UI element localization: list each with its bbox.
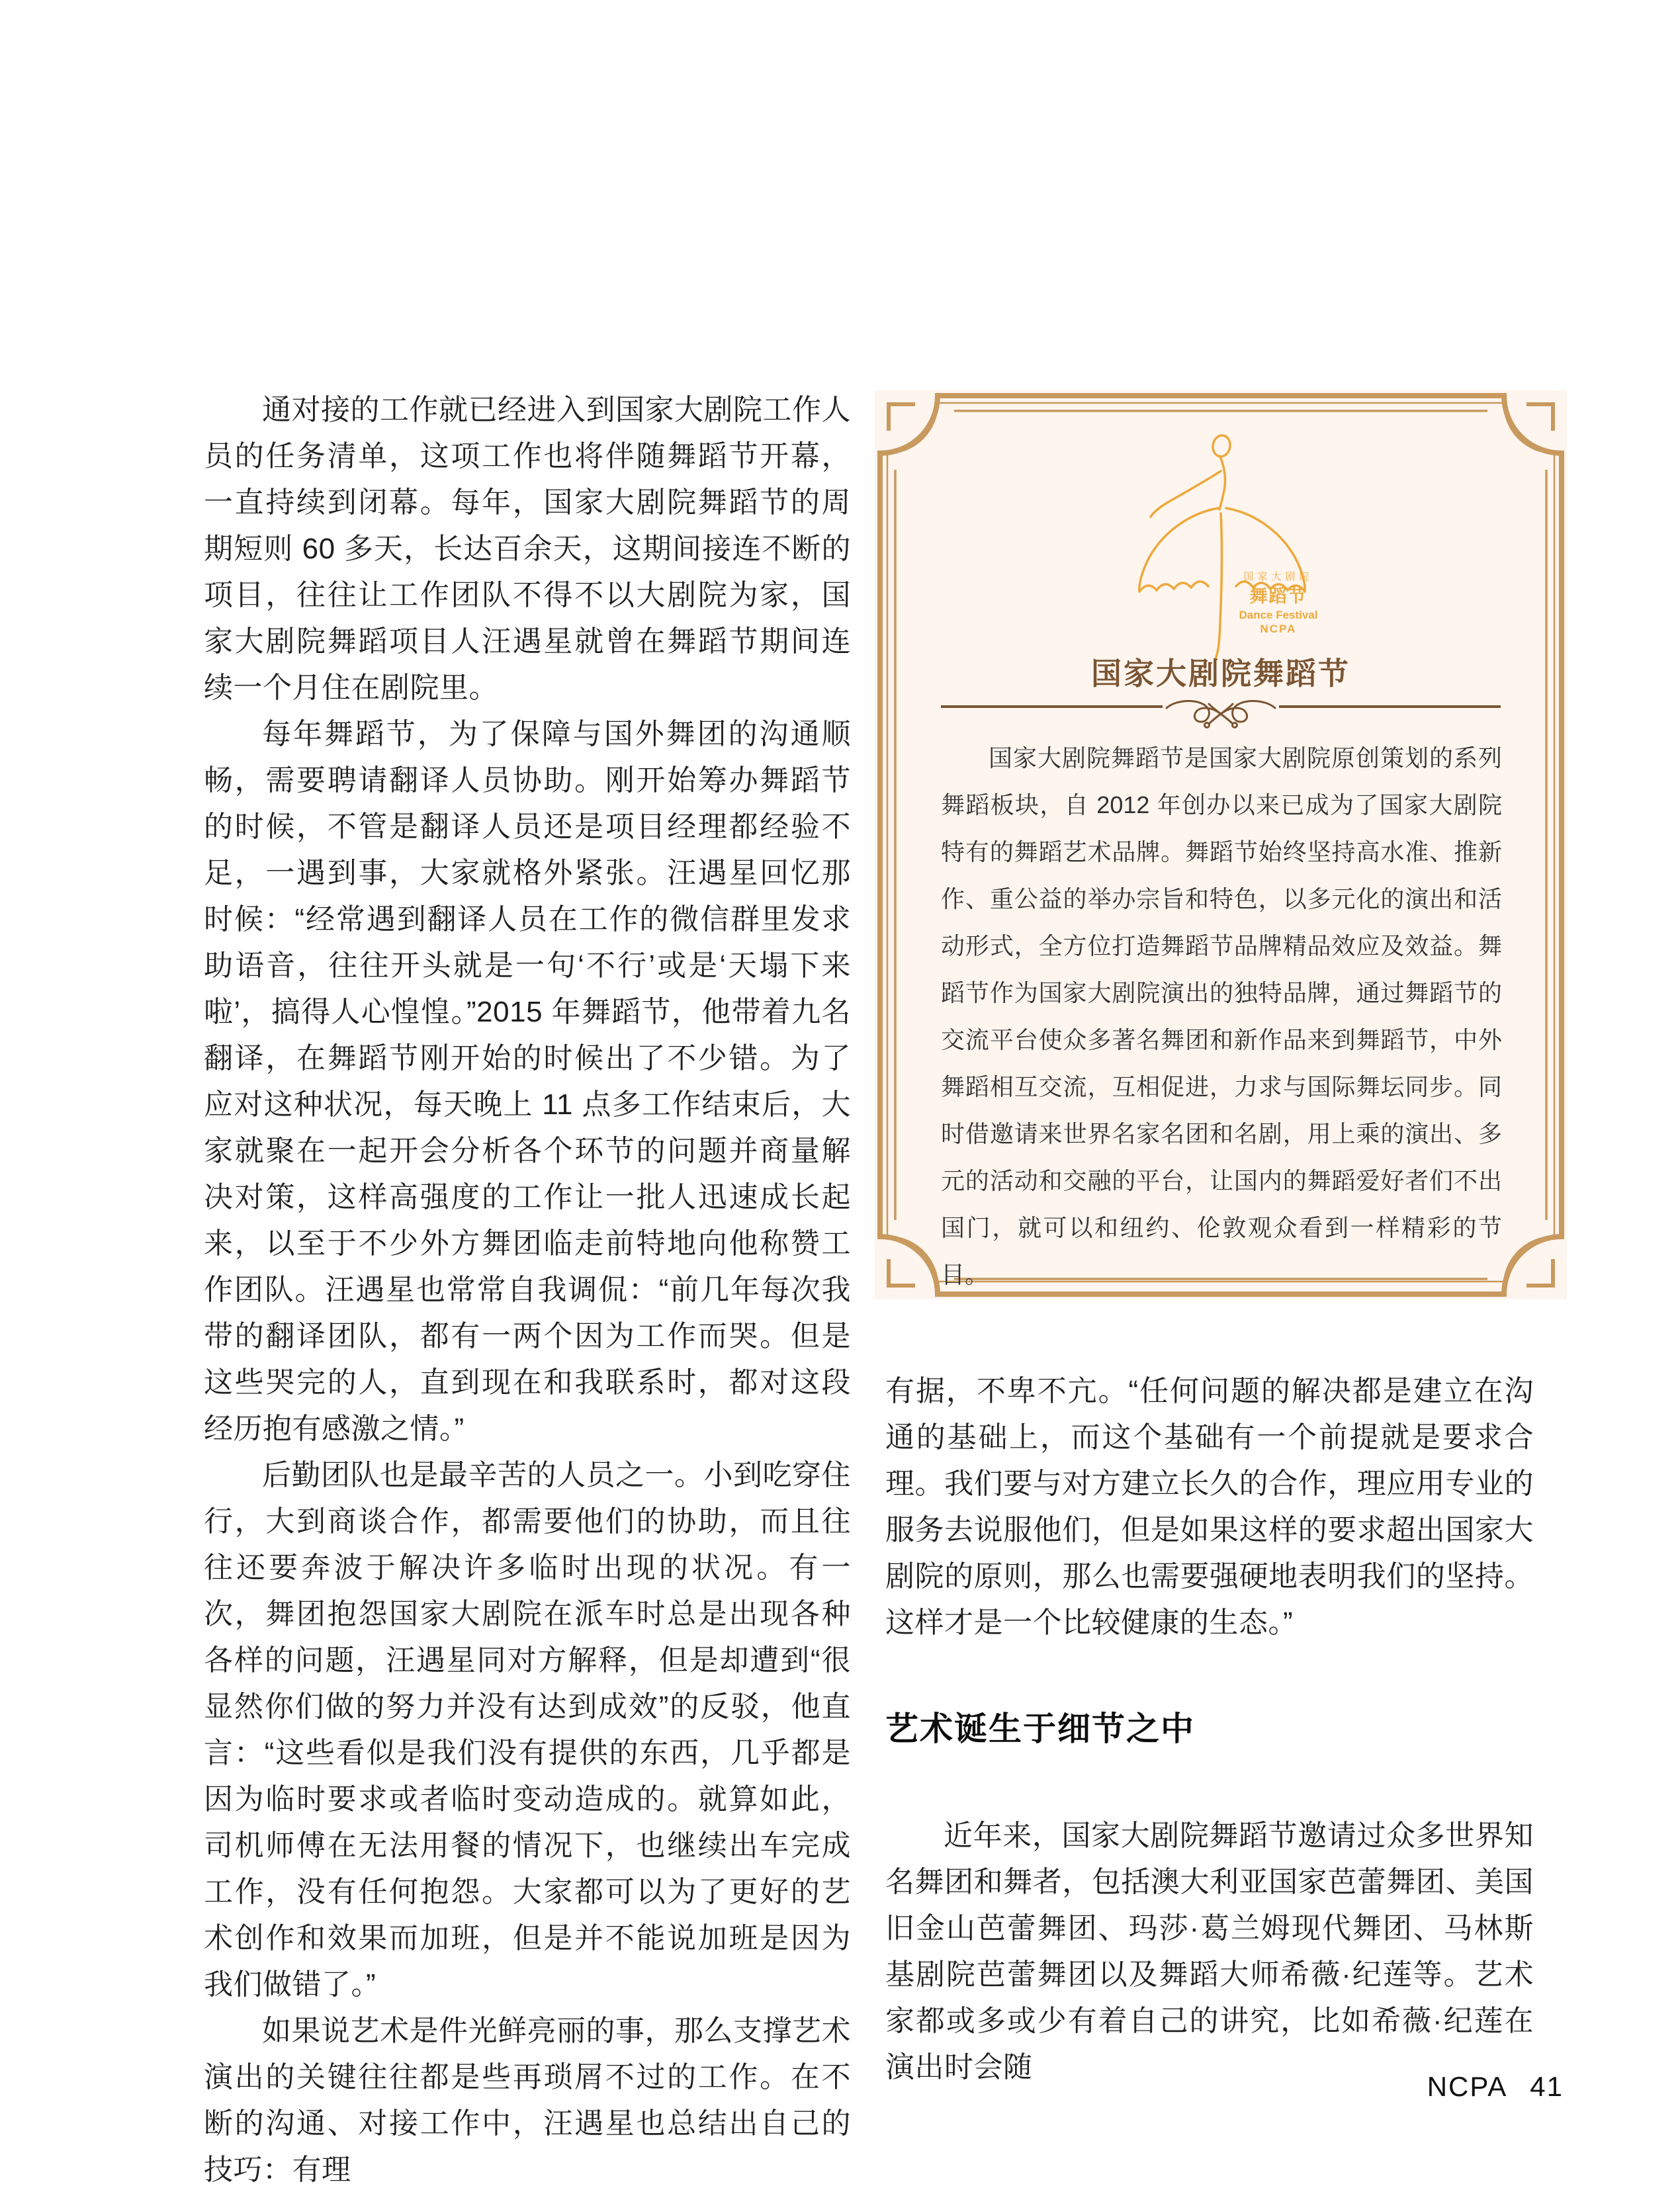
- page-number: 41: [1530, 2071, 1564, 2102]
- festival-logo-wordmark: [1235, 572, 1321, 635]
- logo-name-cn: 舞蹈节: [1249, 586, 1307, 606]
- flourish-divider: [941, 697, 1501, 730]
- paragraph: 每年舞蹈节，为了保障与国外舞团的沟通顺畅，需要聘请翻译人员协助。刚开始筹办舞蹈节的时候，不管是翻译人员还是项目经理都经验不足，一遇到事，大家就格外紧张。汪遇星回忆那时候：“经常遇到翻译人员在工作的微信群里发求助语音，往往开头就是一句‘不行’或是‘天塌下来啦’，搞得人心惶惶。”2015 年舞蹈节，他带着九名翻译，在舞蹈节刚开始的时候出了不少错。为了应对这种状况，每天晚上 11 点多工作结束后，大家就聚在一起开会分析各个环节的问题并商量解决对策，这样高强度的工作让一批人迅速成长起来，以至于不少外方舞团临走前特地向他称赞工作团队。汪遇星也常常自我调侃：“前几年每次我带的翻译团队，都有一两个因为工作而哭。但是这些哭完的人，直到现在和我联系时，都对这段经历抱有感激之情。”: [204, 718, 851, 1445]
- divider-line: [1279, 705, 1501, 708]
- paragraph: 通对接的工作就已经进入到国家大剧院工作人员的任务清单，这项工作也将伴随舞蹈节开幕，一直持续到闭幕。每年，国家大剧院舞蹈节的周期短则 60 多天，长达百余天，这期间接连不断的项目，往往让工作团队不得不以大剧院为家，国家大剧院舞蹈项目人汪遇星就曾在舞蹈节期间连续一个月住在剧院里。: [204, 394, 851, 704]
- page-footer: [1427, 2071, 1564, 2103]
- paragraph: 后勤团队也是最辛苦的人员之一。小到吃穿住行，大到商谈合作，都需要他们的协助，而且往往还要奔波于解决许多临时出现的状况。有一次，舞团抱怨国家大剧院在派车时总是出现各种各样的问题，汪遇星同对方解释，但是却遭到“很显然你们做的努力并没有达到成效”的反驳，他直言：“这些看似是我们没有提供的东西，几乎都是因为临时要求或者临时变动造成的。就算如此，司机师傅在无法用餐的情况下，也继续出车完成工作，没有任何抱怨。大家都可以为了更好的艺术创作和效果而加班，但是并不能说加班是因为我们做错了。”: [204, 1459, 851, 2001]
- card-title: 国家大剧院舞蹈节: [1091, 656, 1350, 691]
- divider-line: [941, 705, 1163, 708]
- paragraph: 有据，不卑不亢。“任何问题的解决都是建立在沟通的基础上，而这个基础有一个前提就是要求合理。我们要与对方建立长久的合作，理应用专业的服务去说服他们，但是如果这样的要求超出国家大剧院的原则，那么也需要强硬地表明我们的坚持。这样才是一个比较健康的生态。”: [885, 1375, 1534, 1639]
- logo-org-cn: 国家大剧院: [1243, 571, 1313, 582]
- journal-name: NCPA: [1427, 2071, 1508, 2102]
- paragraph: 国家大剧院舞蹈节是国家大剧院原创策划的系列舞蹈板块，自 2012 年创办以来已成为了国家大剧院特有的舞蹈艺术品牌。舞蹈节始终坚持高水准、推新作、重公益的举办宗旨和特色，以多元化的演出和活动形式，全方位打造舞蹈节品牌精品效应及效益。舞蹈节作为国家大剧院演出的独特品牌，通过舞蹈节的交流平台使众多著名舞团和新作品来到舞蹈节，中外舞蹈相互交流，互相促进，力求与国际舞坛同步。同时借邀请来世界名家名团和名剧，用上乘的演出、多元的活动和交融的平台，让国内的舞蹈爱好者们不出国门，就可以和纽约、伦敦观众看到一样精彩的节目。: [941, 744, 1502, 1288]
- card-body: [941, 734, 1502, 1298]
- paragraph: 如果说艺术是件光鲜亮丽的事，那么支撑艺术演出的关键往往都是些再琐屑不过的工作。在不断的沟通、对接工作中，汪遇星也总结出自己的技巧：有理: [204, 2015, 851, 2186]
- section-heading: 艺术诞生于细节之中: [885, 1710, 1195, 1747]
- paragraph: 近年来，国家大剧院舞蹈节邀请过众多世界知名舞团和舞者，包括澳大利亚国家芭蕾舞团、美国旧金山芭蕾舞团、玛莎·葛兰姆现代舞团、马林斯基剧院芭蕾舞团以及舞蹈大师希薇·纪莲等。艺术家都或多或少有着自己的讲究，比如希薇·纪莲在演出时会随: [885, 1819, 1534, 2083]
- article-left-column: [204, 387, 851, 2188]
- logo-org-en: NCPA: [1260, 623, 1297, 635]
- flourish-divider-icon: [1163, 697, 1279, 730]
- logo-name-en: Dance Festival: [1239, 609, 1318, 621]
- article-right-column: [885, 1368, 1534, 2091]
- dance-festival-card: [875, 390, 1567, 1299]
